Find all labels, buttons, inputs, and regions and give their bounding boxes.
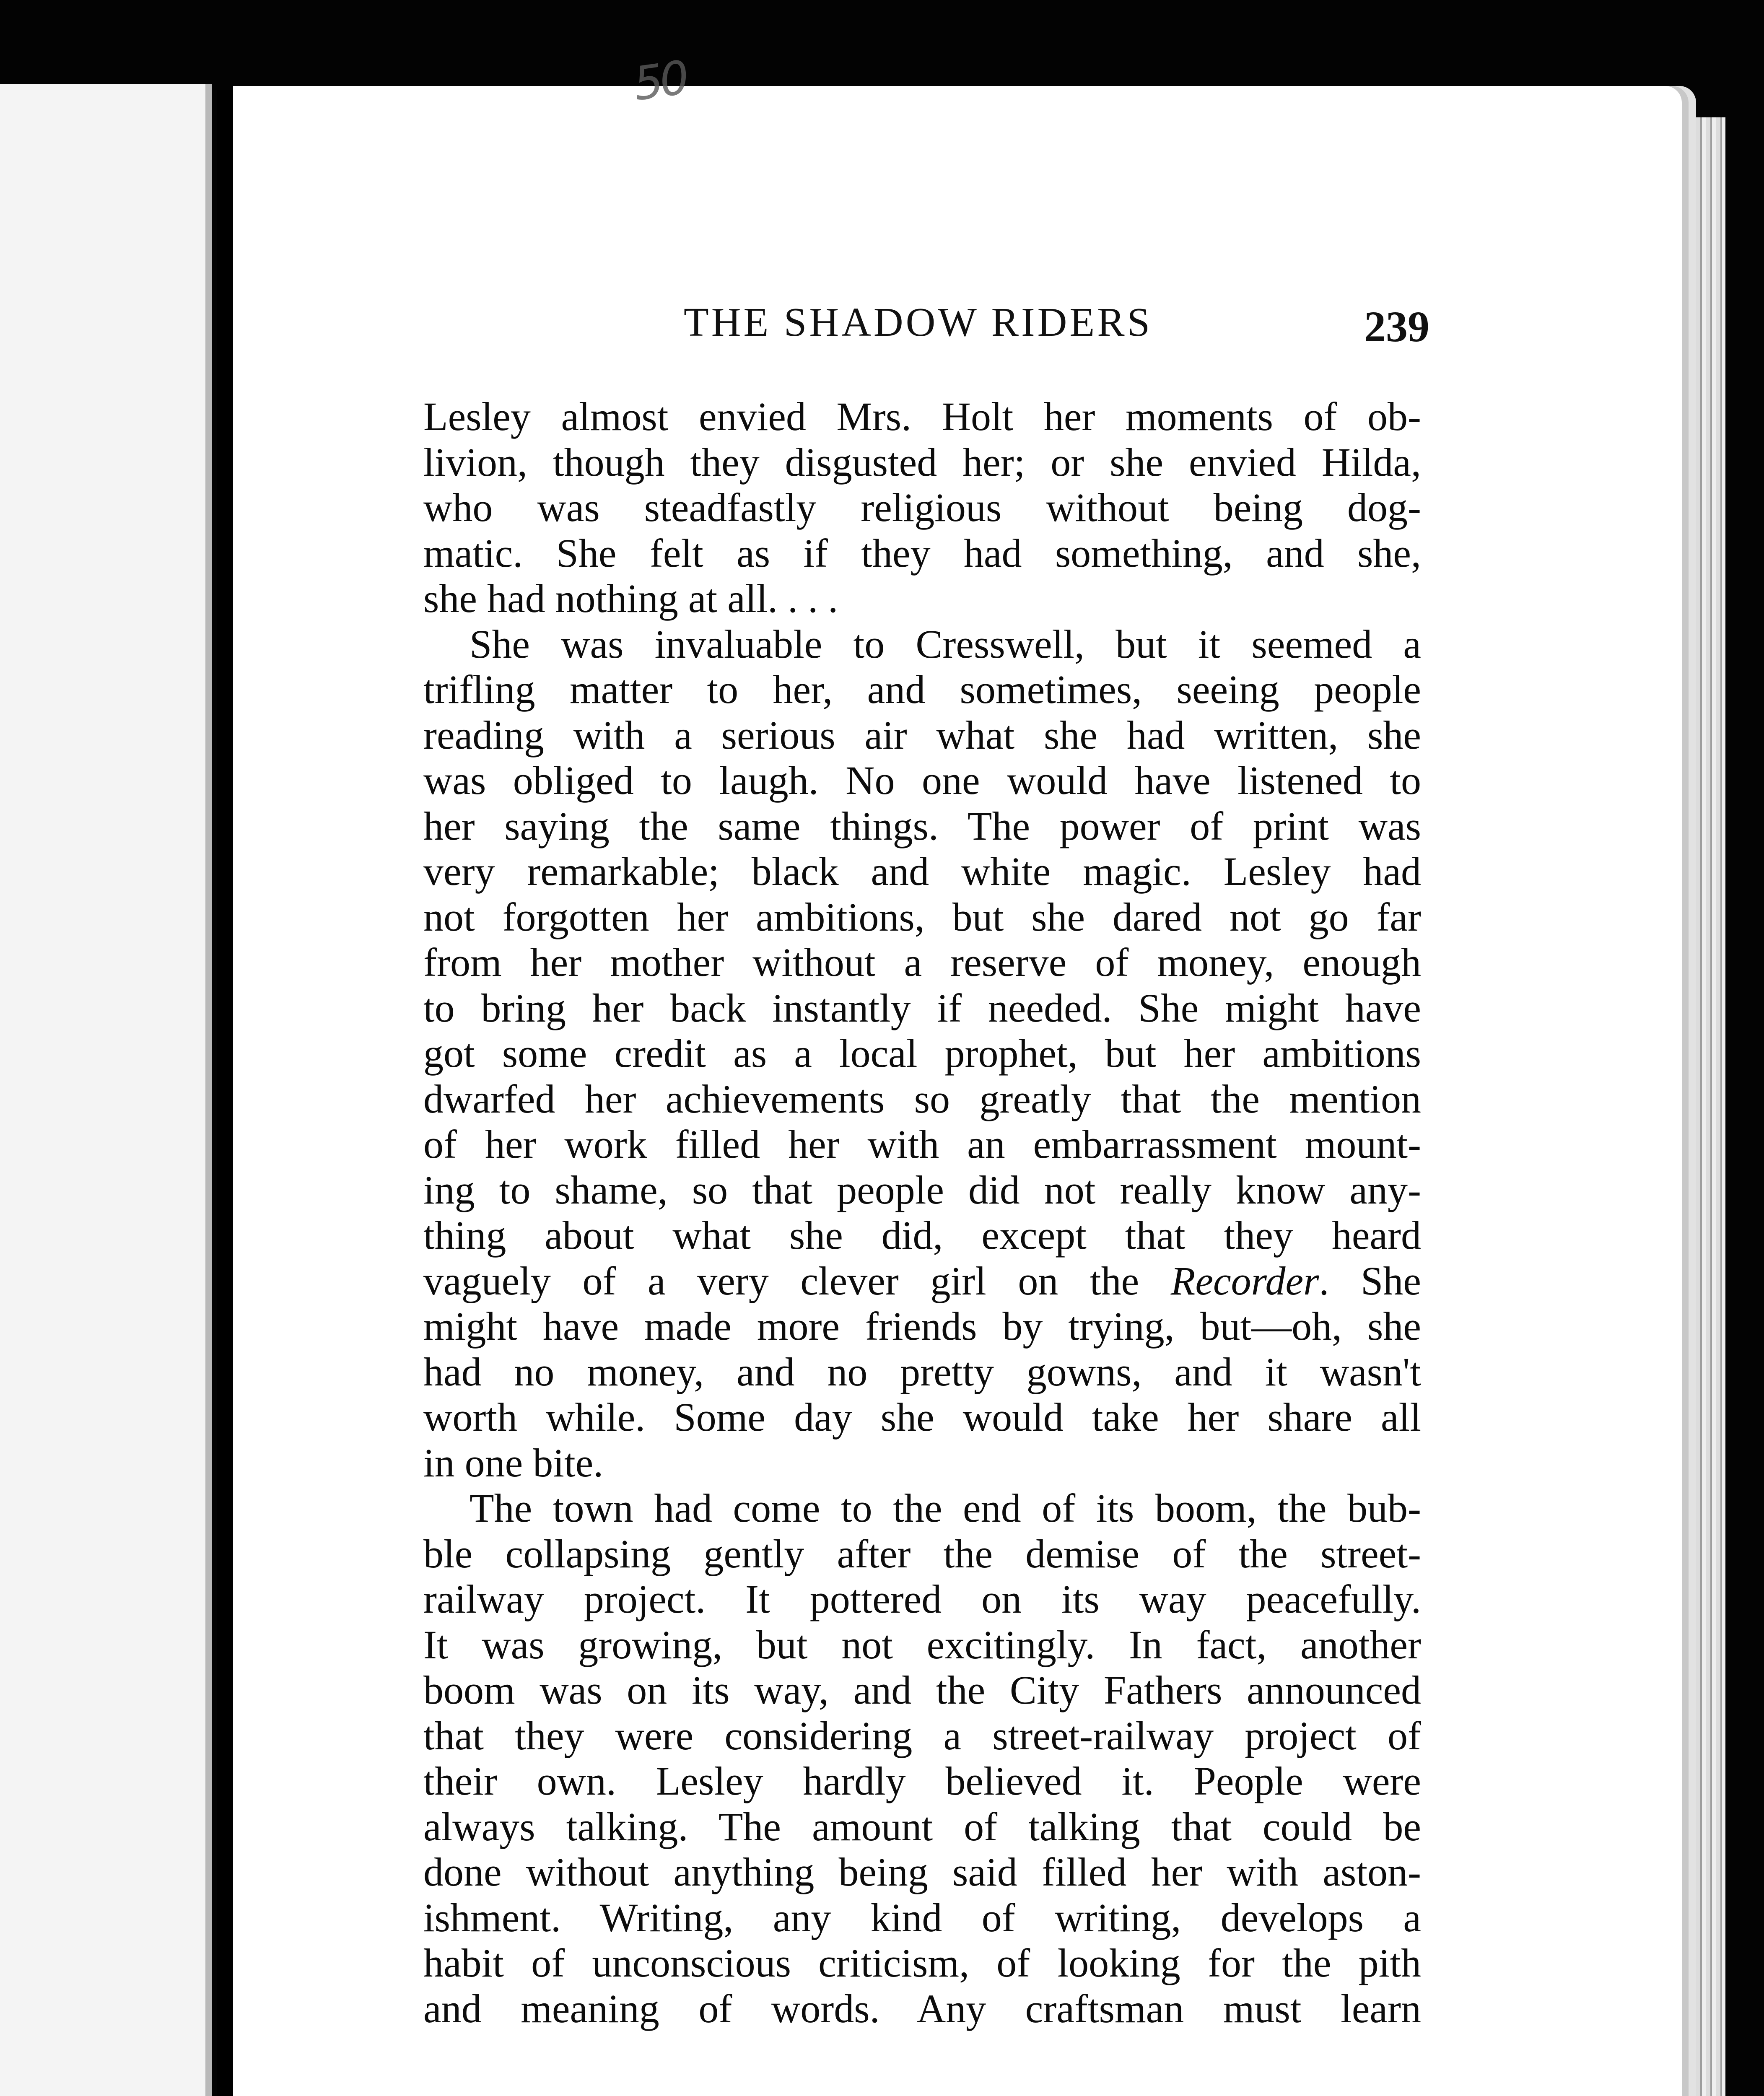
text-line: trifling matter to her, and sometimes, seeing people [423,667,1421,712]
text-line: from her mother without a reserve of money, enough [423,940,1421,985]
text-line: worth while. Some day she would take her share all [423,1395,1421,1440]
text-line: ishment. Writing, any kind of writing, develops a [423,1895,1421,1940]
text-line: habit of unconscious criticism, of looking for the pith [423,1940,1421,1985]
running-head: THE SHADOW RIDERS [683,300,1153,345]
text-line: very remarkable; black and white magic. Lesley had [423,849,1421,894]
text-line: had no money, and no pretty gowns, and it wasn't [423,1349,1421,1394]
pencil-mark: 50 [630,50,690,111]
text-line: her saying the same things. The power of print was [423,803,1421,848]
text-line: to bring her back instantly if needed. She might have [423,985,1421,1030]
text-line: and meaning of words. Any craftsman must learn [423,1986,1421,2031]
text-line: dwarfed her achievements so greatly that the mention [423,1076,1421,1121]
text-line: railway project. It pottered on its way peacefully. [423,1577,1421,1621]
newspaper-title: Recorder [1170,1258,1319,1303]
text-line: ing to shame, so that people did not really know any- [423,1167,1421,1212]
text-line: She was invaluable to Cresswell, but it seemed a [470,621,1421,667]
text-line: that they were considering a street-railway project of [423,1713,1421,1758]
text-line: Lesley almost envied Mrs. Holt her moments of ob- [423,394,1421,439]
text-line: of her work filled her with an embarrassment mount- [423,1122,1421,1167]
text-line: their own. Lesley hardly believed it. People were [423,1759,1421,1803]
body-text [423,394,1421,2031]
text-line: livion, though they disgusted her; or she envied Hilda, [423,439,1421,485]
text-line: always talking. The amount of talking that could be [423,1804,1421,1849]
text-line: It was growing, but not excitingly. In fact, another [423,1622,1421,1667]
text-line: not forgotten her ambitions, but she dared not go far [423,894,1421,939]
page-number: 239 [1364,303,1429,351]
text-line: reading with a serious air what she had written, she [423,712,1421,757]
text-line: got some credit as a local prophet, but her ambitions [423,1031,1421,1076]
text-line: matic. She felt as if they had something, and she, [423,530,1421,576]
text-line: boom was on its way, and the City Fathers announced [423,1668,1421,1712]
text-line: thing about what she did, except that they heard [423,1213,1421,1258]
text-line: vaguely of a very clever girl on the Recorder. She [423,1258,1422,1303]
text-line: in one bite. [423,1440,604,1485]
text-line: The town had come to the end of its boom, the bub- [470,1486,1421,1530]
text-line: who was steadfastly religious without being dog- [423,485,1421,530]
text-line: she had nothing at all. . . . [423,576,838,621]
book-spine [217,90,233,2096]
facing-page-edge [0,84,212,2096]
text-line: done without anything being said filled her with aston- [423,1850,1421,1894]
text-line: might have made more friends by trying, but—oh, she [423,1304,1421,1349]
text-line: ble collapsing gently after the demise of the street- [423,1531,1421,1576]
page-stack-edge [1696,117,1725,2096]
text-line: was obliged to laugh. No one would have listened to [423,758,1421,803]
